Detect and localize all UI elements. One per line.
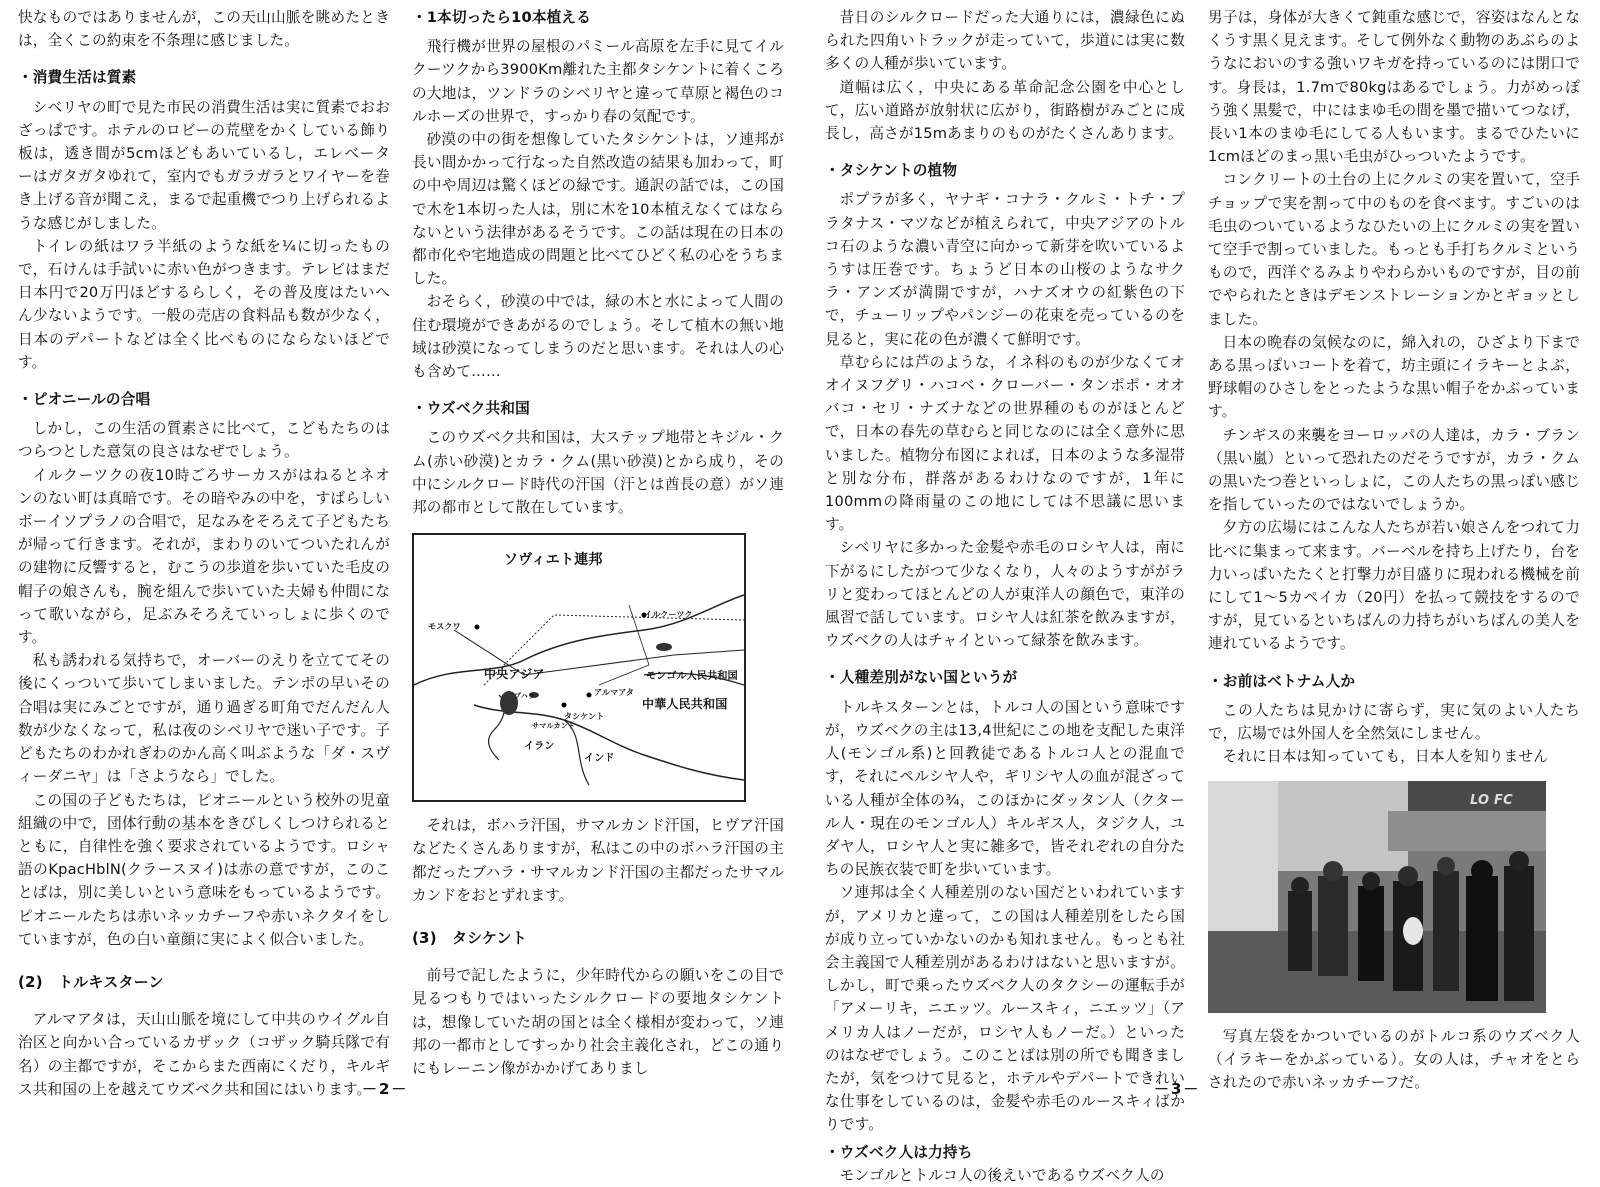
paragraph: ソ連邦は全く人種差別のない国だといわれていますが，アメリカと違って，この国は人種差別をしたら国が成り立っていかないのかも知れません。もっとも社会主義国で人種差別があるわけはないと思いますが。しかし，町で乗ったウズベク人のタクシーの運転手が「アメーリキ，ニエッツ。ルースキィ，ニエッツ」（アメリカ人はノーだが，ロシヤ人もノーだ。）といったのはなぜでしょう。このことばは別の所でも聞きましたが，気をつけて見ると，ホテルやデパートできれいな仕事をしているのは，金髪や赤毛のルースキィばかりです。 bbox=[825, 884, 1185, 1134]
paragraph: 私も誘われる気持ちで，オーバーのえりを立ててその後にくっついて歩いてしまいました。テンポの早いその合唱は実にみごとですが，通り過ぎる町角でだんだん人数が少なくなって，私は夜のシベリヤで迷い子です。子どもたちのわかれぎわのかん高く叫ぶような「ダ・スヴィーダニヤ」は「さようなら」でした。 bbox=[18, 652, 390, 786]
map-label: モンゴル人民共和国 bbox=[646, 671, 738, 683]
map-label: サマルカンド bbox=[532, 722, 576, 731]
paragraph: ポプラが多く，ヤナギ・コナラ・クルミ・トチ・プラタナス・マツなどが植えられて，中央アジアのトルコ石のような濃い青空に向かって新芽を吹いているようすは圧巻です。ちょうど日本の山桜のようなサクラ・アンズが満開ですが，ハナズオウの紅紫色の下で，チューリップやパンジーの花束を売っているのを見ると，実に花の色が濃くて鮮明です。 bbox=[825, 191, 1185, 348]
paragraph: この人たちは見かけに寄らず，実に気のよい人たちで，広場では外国人を全然気にしません。 bbox=[1208, 701, 1580, 743]
paragraph: 草むらには芦のような，イネ科のものが少なくてオオイヌフグリ・ハコベ・クローバー・タンポポ・オオバコ・セリ・ナズナなどの世界種のものがほとんどで，日本の春先の草むらと同じなのには全く意外に思いました。植物分布図によれば，日本のような多湿帯と別な分布，群落があるわけなのですが，1年に100mmの降雨量のこの地にしては不思議に思います。 bbox=[825, 353, 1185, 534]
column-left-1 bbox=[18, 6, 390, 1101]
photo-sign: LO FC bbox=[1470, 792, 1513, 808]
paragraph: 昔日のシルクロードだった大通りには，濃緑色にぬられた四角いトラックが走っていて，歩道には実に数多くの人種が歩いています。 bbox=[825, 9, 1185, 73]
column-right-2 bbox=[1208, 6, 1580, 1094]
paragraph: 飛行機が世界の屋根のパミール高原を左手に見てイルクーツクから3900Km離れた主都タシケントに着くころの大地は，ツンドラのシベリヤと違って草原と褐色のコルホーズの世界で，すっかり春の気配です。 bbox=[412, 38, 784, 125]
paragraph: 夕方の広場にはこんな人たちが若い娘さんをつれて力比べに集まって来ます。バーベルを持ち上げたり，台を力いっぱいたたくと打撃力が目盛りに現われる機械を前にして1～5カペイカ（20円）を払って競技をするのですが，見ているといちばんの力持ちがいちばんの美人を連れているようです。 bbox=[1208, 519, 1580, 653]
subheading-are-you-vietnamese: ・お前はベトナム人か bbox=[1208, 672, 1356, 690]
map-label: 中央アジア bbox=[484, 667, 545, 682]
subheading-pioneer-chorus: ・ピオニールの合唱 bbox=[18, 391, 151, 409]
paragraph: シベリヤに多かった金髪や赤毛のロシヤ人は，南に下がるにしたがつて少なくなり，人々のようすががラリと変わってほとんどの人が東洋人の顔色で，東洋の風習で話しています。ロシヤ人は紅茶を飲みますが，ウズベクの人はチャイといって緑茶を飲みます。 bbox=[825, 539, 1185, 650]
map-label: タシケント bbox=[564, 712, 605, 722]
paragraph: コンクリートの土台の上にクルミの実を置いて，空手チョップで実を割って中のものを食べます。すごいのは毛虫のついているようなひたいの上にクルミの実を置いて空手で割っていました。もっとも手打ちクルミというもので，西洋ぐるみよりやわらかいものですが，目の前でやられたときはデモンストレーションかとギョッとしました。 bbox=[1208, 171, 1580, 328]
paragraph: モンゴルとトルコ人の後えいであるウズベク人の bbox=[839, 1166, 1165, 1184]
subheading-no-racial-discrimination: ・人種差別がない国というが bbox=[825, 669, 1018, 687]
section-heading-turkestan: (2) トルキスターン bbox=[18, 972, 164, 991]
street-crowd-photo bbox=[1208, 781, 1546, 1013]
column-left-2 bbox=[412, 6, 784, 1080]
subheading-uzbek-republic: ・ウズベク共和国 bbox=[412, 400, 530, 418]
map-label: インド bbox=[584, 753, 615, 765]
column-right-1 bbox=[825, 6, 1185, 1187]
paragraph: 道幅は広く，中央にある革命記念公園を中心として，広い道路が放射状に広がり，街路樹がみごとに成長し，高さが15mあまりのものがたくさんあります。 bbox=[825, 78, 1185, 143]
photo-drawing bbox=[1208, 781, 1546, 1013]
subheading-plant-ten-trees: ・1本切ったら10本植える bbox=[412, 9, 592, 26]
paragraph: しかし，この生活の質素さに比べて，こどもたちのはつらつとした意気の良さはなぜでしょう。 bbox=[18, 420, 390, 461]
paragraph: このウズベク共和国は，大ステップ地帯とキジル・クム(赤い砂漠)とカラ・クム(黒い砂漠)とから成り，その中にシルクロード時代の汗国（汗とは酋長の意）がソ連邦の都市として散在しています。 bbox=[412, 429, 784, 517]
map-label: アルマアタ bbox=[594, 688, 635, 698]
page-number-right: －3－ bbox=[1154, 1080, 1201, 1098]
subheading-consumer-life: ・消費生活は質素 bbox=[18, 69, 137, 87]
map-label: ソヴィエト連邦 bbox=[504, 552, 603, 569]
paragraph: 砂漠の中の街を想像していたタシケントは，ソ連邦が長い間かかって行なった自然改造の結果も加わって，町の中や周辺は驚くほどの緑です。通訳の話では，この国で木を1本切った人は，別に木を10本植えなくてはならないという法律があるそうです。この話は現在の日本の都市化や宅地造成の問題と比べてひどく私の心をうちました。 bbox=[412, 131, 784, 288]
map-label: ブハラ bbox=[514, 692, 536, 701]
paragraph: トイレの紙はワラ半紙のような紙を¼に切ったもので，石けんは手試いに赤い色がつきます。テレビはまだ日本円で20万円ほどするらしく，その普及度はたいへん少ないようです。一般の売店の食料品も数が少なく，日本のデパートなどは全く比べものにならないほどです。 bbox=[18, 237, 390, 371]
paragraph: おそらく，砂漠の中では，緑の木と水によって人間の住む環境ができあがるのでしょう。そして植木の無い地域は砂漠になってしまうのだと思います。それは人の心も含めて…… bbox=[412, 293, 784, 381]
paragraph: イルクーツクの夜10時ごろサーカスがはねるとネオンのない町は真暗です。その暗やみの中を，すばらしいボーイソプラノの合唱で，足なみをそろえて子どもたちが帰って行きます。それが，まわりのいてついたれんがの建物に反響すると，むこうの歩道を歩いていた毛皮の帽子の娘さんも，腕を組んで歩いていた夫婦も仲間になって歌いながら，足ぶみそろえていっしょに歩くのです。 bbox=[18, 466, 390, 647]
subheading-tashkent-plants: ・タシケントの植物 bbox=[825, 162, 958, 180]
map-label: イラン bbox=[524, 741, 555, 753]
paragraph: トルキスターンとは，トルコ人の国という意味ですが，ウズベクの主は13,4世紀にこの地を支配した東洋人(モンゴル系)と回教徒であるトルコ人との混血です，それにペルシヤ人や，ギリシヤ人の血が混ざっている人種が全体の¾，このほかにダッタン人（クタール人・現在のモンゴル人）キルギス人，タジク人，ユダヤ人，ロシヤ人と実に雑多で，皆それぞれの自分たちの民族衣装で町を歩いています。 bbox=[825, 698, 1185, 879]
map-label: モスクワ bbox=[428, 622, 461, 632]
photo-caption: 写真左袋をかついでいるのがトルコ系のウズベク人（イラキーをかぶっている）。女の人は，チャオをとらされたので赤いネッカチーフだ。 bbox=[1208, 1027, 1580, 1091]
paragraph: 快なものではありませんが，この天山山脈を眺めたときは，全くこの約束を不条理に感じました。 bbox=[18, 9, 390, 50]
paragraph: 前号で記したように，少年時代からの願いをこの目で見るつもりではいったシルクロードの要地タシケントは，想像していた胡の国とは全く様相が変わって，ソ連邦の一都市としてすっかり社会主義化され，どこの通りにもレーニン像がかかげてありまし bbox=[412, 967, 784, 1078]
paragraph: 日本の晩春の気候なのに，綿入れの，ひざより下まである黒っぽいコートを着て，坊主頭にイラキーとよぶ，野球帽のひさしをとったような黒い帽子をかぶっています。 bbox=[1208, 333, 1580, 421]
paragraph: それは，ボハラ汗国，サマルカンド汗国，ヒヴア汗国などたくさんありますが，私はこの中のボハラ汗国の主都だったブハラ・サマルカンド汗国の主都だったサマルカンドをおとずれます。 bbox=[412, 817, 784, 904]
subheading-uzbek-strong: ・ウズベク人は力持ち bbox=[825, 1143, 973, 1161]
paragraph: それに日本は知っていても，日本人を知りません bbox=[1222, 748, 1549, 766]
map-label: イルクーツク bbox=[644, 610, 693, 620]
page-number-left: －2－ bbox=[362, 1080, 409, 1098]
section-heading-tashkent: (3) タシケント bbox=[412, 929, 527, 948]
map-label: 中華人民共和国 bbox=[642, 697, 728, 712]
paragraph: この国の子どもたちは，ピオニールという校外の児童組織の中で，団体行動の基本をきびしくしつけられるとともに，自律性を強く要求されているようです。ロシャ語のKpacHblN(クラースヌイ)は赤の意ですが，このことばは，別に美しいという意味をもっているようです。ピオニールたちは赤いネッカチーフや赤いネクタイをしていますが，色の白い童顔に実によく似合いました。 bbox=[18, 791, 390, 948]
paragraph: アルマアタは，天山山脈を境にして中共のウイグル自治区と向かい合っているカザック（コザック騎兵隊で有名）の主都ですが，そこからまた西南にくだり，キルギス共和国の上を越えてウズベク共和国にはいります。 bbox=[18, 1011, 390, 1098]
paragraph: チンギスの来襲をヨーロッパの人達は，カラ・ブラン（黒い嵐）といって恐れたのだそうですが，カラ・クムの黒いたつ巻といっしょに，この人たちの黒っぽい感じを指していったのではないでしょうか。 bbox=[1208, 426, 1580, 514]
paragraph: シベリヤの町で見た市民の消費生活は実に質素でおおざっぱです。ホテルのロビーの荒壁をかくしている飾り板は，透き間が5cmほどもあいているし，エレベーターはガタガタゆれて，室内でもガラガラとワイヤーを巻き上げる音が聞こえ，まるで起重機でつり上げられるような感じがしました。 bbox=[18, 98, 390, 232]
paragraph: 男子は，身体が大きくて鈍重な感じで，容姿はなんとなくうす黒く見えます。そして例外なく動物のあぶらのようなにおいのする強いワキガを持っているのには閉口です。身長は，1.7mで80kgはあるでしょう。力がめっぽう強く黒髪で，中にはまゆ毛の間を墨で描いてつなげ，長い1本のまゆ毛にしてる人もいます。まるでひたいに1cmほどのまっ黒い毛虫がひっついたようです。 bbox=[1208, 9, 1580, 166]
central-asia-map bbox=[412, 533, 746, 802]
